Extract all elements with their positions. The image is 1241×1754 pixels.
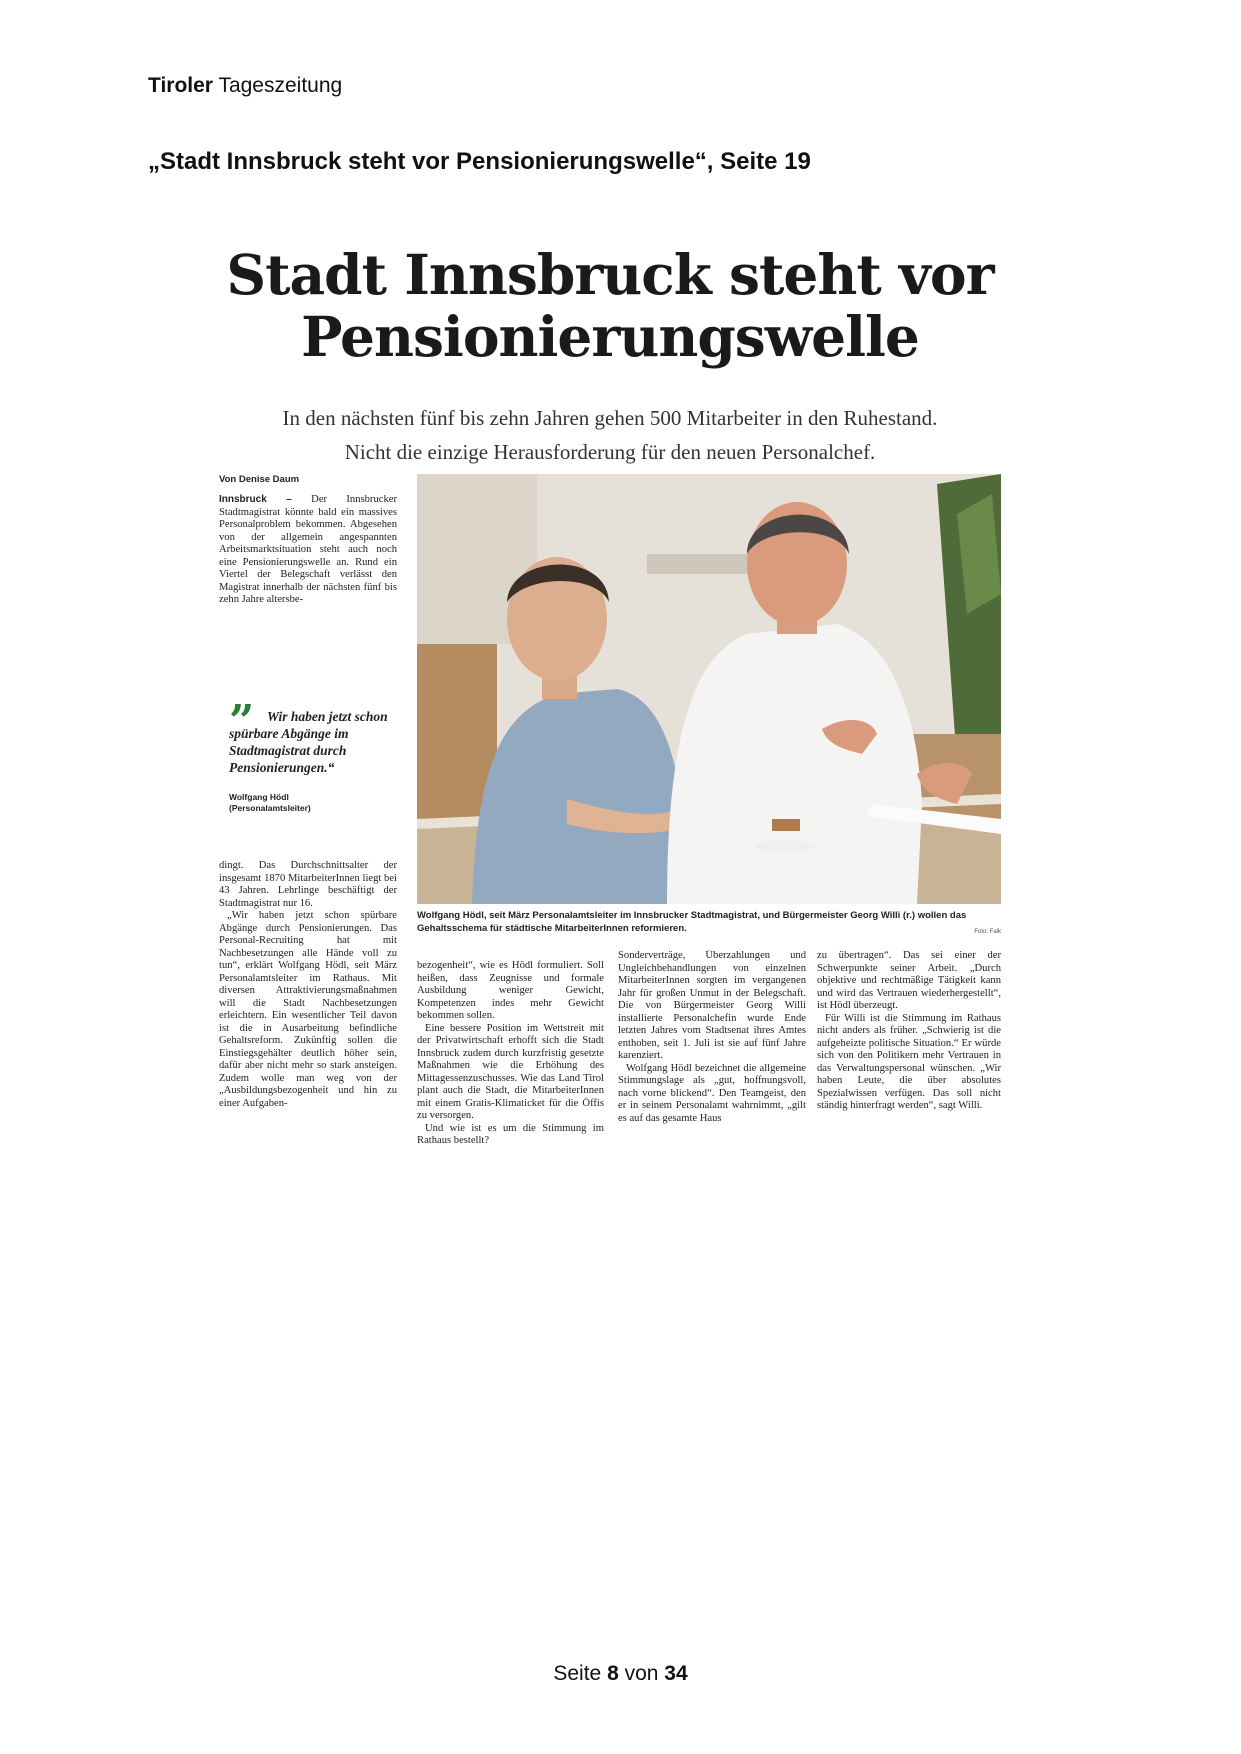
article-column-2	[417, 960, 604, 1260]
pull-quote	[229, 696, 397, 814]
newspaper-name-bold: Tiroler	[148, 74, 213, 97]
article-column-1-top	[219, 494, 397, 674]
page-prefix: Seite	[553, 1662, 602, 1685]
article-column-1-bottom	[219, 860, 397, 1260]
article-byline: Von Denise Daum	[219, 474, 300, 485]
pull-quote-text: Wir haben jetzt schon spürbare Abgänge im Stadtmagistrat durch Pensionierungen.“	[229, 709, 388, 775]
paragraph-text: Der Innsbrucker Stadtmagistrat könnte bald ein massives Personalproblem bekommen. Abgesehen von der allgemein angespannten Arbeitsmarktsituation steht auch noch eine Pensionierungswelle an. Rund ein Viertel der Belegschaft verlässt den Magistrat innerhalb der nächsten fünf bis zehn Jahre altersbe-	[219, 494, 397, 605]
photo-caption-text: Wolfgang Hödl, seit März Personalamtsleiter im Innsbrucker Stadtmagistrat, und Bürgermeister Georg Willi (r.) wollen das Gehaltsschema für städtische MitarbeiterInnen reformieren.	[417, 910, 967, 934]
article-paragraph: zu übertragen“. Das sei einer der Schwerpunkte seiner Arbeit. „Durch objektive und rechtmäßige Tätigkeit kann und wird das Vertrauen wiederhergestellt“, ist Hödl überzeugt.	[817, 950, 1001, 1011]
photo-caption	[417, 910, 1001, 935]
article-column-4	[817, 950, 1001, 1260]
newspaper-name	[148, 74, 342, 98]
article-paragraph: Für Willi ist die Stimmung im Rathaus nicht anders als früher. „Schwierig ist die aufgeheizte politische Situation.“ Er würde sich von den Politikern mehr Vertrauen in das Verwaltungspersonal wünschen. „Wir haben Leute, die über absolutes Spezialwissen verfügen. Das soll nicht ständig hinterfragt werden“, sagt Willi.	[817, 1012, 1001, 1111]
article-paragraph	[219, 494, 397, 607]
article-paragraph: Sonderverträge, Überzahlungen und Ungleichbehandlungen von einzelnen MitarbeiterInnen sorgten im vergangenen Jahr für großen Unmut in der Belegschaft. Die von Bürgermeister Georg Willi installierte Personalchefin wurde Ende letzten Jahres vom Stadtsenat ihres Amtes enthoben, seit 1. Juli ist sie auf fünf Jahre karenziert.	[618, 950, 806, 1061]
page-current: 8	[607, 1662, 619, 1685]
page-number	[0, 1662, 1241, 1686]
newspaper-name-rest: Tageszeitung	[218, 74, 343, 97]
document-title: „Stadt Innsbruck steht vor Pensionierungswelle“, Seite 19	[148, 148, 811, 175]
article-paragraph: Und wie ist es um die Stimmung im Rathaus bestellt?	[417, 1122, 604, 1146]
article-paragraph: Wolfgang Hödl bezeichnet die allgemeine Stimmungslage als „gut, hoffnungsvoll, nach vorne blickend“. Den Teamgeist, den er in seinem Personalamt wahrnimmt, „gilt es auf das gesamte Haus	[618, 1062, 806, 1124]
article-column-3	[618, 950, 806, 1260]
quote-mark-icon: ”	[229, 696, 255, 747]
article-paragraph: „Wir haben jetzt schon spürbare Abgänge durch Pensionierungen. Das Personal-Recruiting hat mit Nachbesetzungen alle Hände voll zu tun“, erklärt Wolfgang Hödl, seit März Personalamtsleiter im Rathaus. Mit diversen Attraktivierungsmaßnahmen will die Stadt Nachbesetzungen erleichtern. Ein wesentlicher Teil davon ist die in Ausarbeitung befindliche Gehaltsreform. Zukünftig sollen die Einstiegsgehälter deutlich höher sein, dafür aber nicht mehr so stark ansteigen. Zudem wolle man weg von der „Ausbildungsbezogenheit und hin zu einer Aufgaben-	[219, 910, 397, 1109]
page-total: 34	[664, 1662, 688, 1685]
page-separator: von	[624, 1662, 659, 1685]
article-paragraph: Eine bessere Position im Wettstreit mit der Privatwirtschaft erhofft sich die Stadt Innsbruck zudem durch kurzfristig gesetzte Maßnahmen wie die Erhöhung des Mittagessenzuschusses. Wie das Land Tirol plant auch die Stadt, die MitarbeiterInnen mit einem Gratis-Klimaticket für die Öffis zu versorgen.	[417, 1022, 604, 1121]
photo-illustration	[417, 474, 1001, 904]
article-headline: Stadt Innsbruck steht vor Pensionierungswelle	[226, 242, 994, 369]
article-clipping	[215, 238, 1005, 1268]
article-paragraph: dingt. Das Durchschnittsalter der insgesamt 1870 MitarbeiterInnen liegt bei 43 Jahren. Lehrlinge beschäftigt der Stadtmagistrat nur 16.	[219, 860, 397, 909]
article-photo	[417, 474, 1001, 904]
article-deck: In den nächsten fünf bis zehn Jahren gehen 500 Mitarbeiter in den Ruhestand. Nicht die einzige Herausforderung für den neuen Personalchef.	[282, 406, 938, 464]
article-paragraph: bezogenheit“, wie es Hödl formuliert. Soll heißen, dass Zeugnisse und formale Ausbildung weniger Gewicht, Kompetenzen indes mehr Gewicht bekommen sollen.	[417, 960, 604, 1021]
pull-quote-author: Wolfgang Hödl (Personalamtsleiter)	[229, 792, 311, 813]
photo-credit: Foto: Falk	[974, 929, 1001, 935]
dateline: Innsbruck –	[219, 494, 292, 505]
